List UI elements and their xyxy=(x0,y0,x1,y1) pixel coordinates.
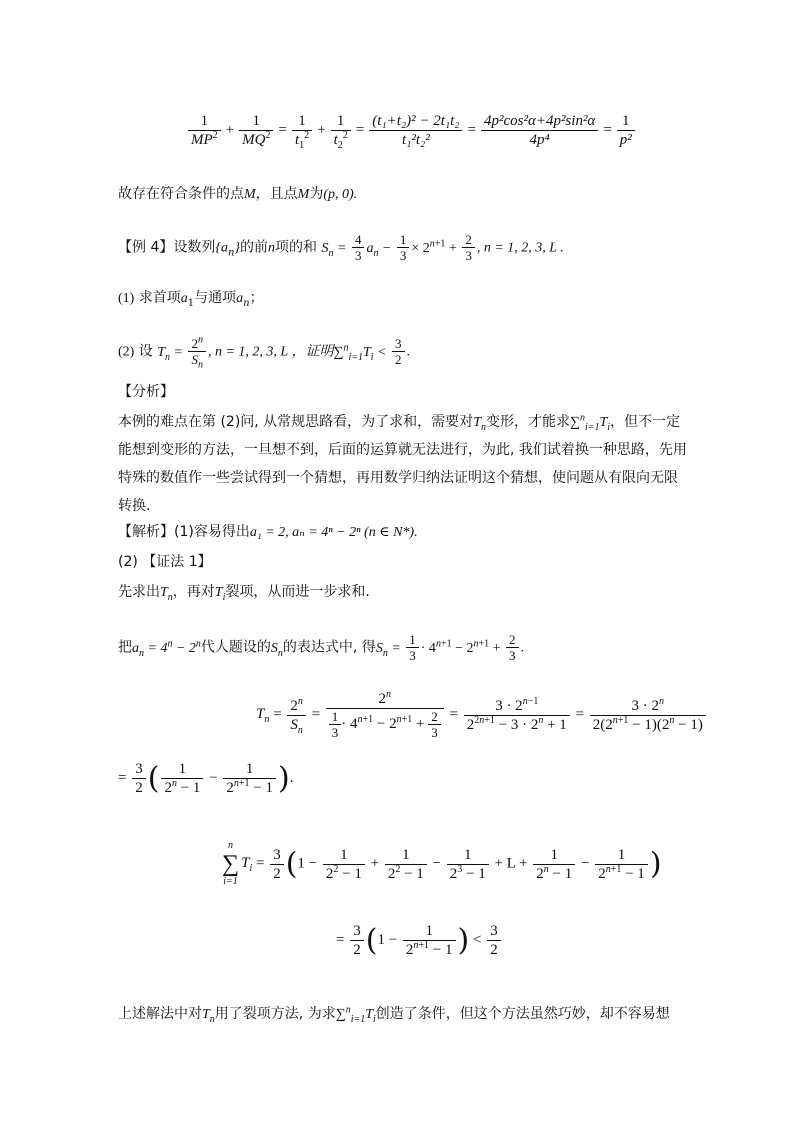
sum-result-formula: = $\frac{3}{2}$ (1 − $\frac{1}{2^{n+1} - 1}$ ) < $\frac{3}{2}$ xyxy=(336,922,503,959)
solution-line: 【解析】(1)容易得出a₁ = 2, aₙ = 4ⁿ − 2ⁿ (n ∈ N*). xyxy=(118,524,418,540)
final-line: 上述解法中对$T_n$用了裂项方法, 为求$\sum^n_{i=1}T_i$创造了条件，但这个方法虽然巧妙，却不容易想 xyxy=(118,1004,670,1025)
question1-line: (1) 求首项$a_1$与通项$a_n$； xyxy=(118,290,264,309)
conclusion-line: 故存在符合条件的点M，且点M为(p, 0). xyxy=(118,186,358,202)
tn-split-formula: = $\frac{3}{2}$ ( $\frac{1}{2^n - 1}$ − $\frac{1}{2^{n+1} - 1}$ ). xyxy=(118,761,294,796)
method1-text: 先求出$T_n$，再对$T_i$裂项，从而进一步求和. xyxy=(118,584,370,603)
top-formula: $\frac{1}{MP^2}$ + $\frac{1}{MQ^2}$ = $\frac{1}{t_1^2}$ + $\frac{1}{t_2^2}$ = $\frac{\text{(t₁+t₂)² − 2t₁t₂}}{\text{t₁²t₂²}}$ = $\frac{\text{4p²cos²α+4p²sin²α}}{\text{4p⁴}}$ = $\frac{1}{\text{p²}}$ xyxy=(186,112,637,149)
analysis-p3: 特殊的数值作一些尝试得到一个猜想，再用数学归纳法证明这个猜想，使问题从有限向无限 xyxy=(118,470,678,486)
analysis-tag: 【分析】 xyxy=(118,384,174,400)
tn-formula: $T_n$ = $\frac{2^n}{S_n}$ = 2$^n$ $\frac{1}{3}$ · $4^{n+1} - 2^{n+1}$ + $\frac{2}{3}$ = $\frac{3 \cdot 2^{n-1}}{2^{2n+1} - 3 \cdot 2^n + 1}$ = $\frac{3 \cdot 2^n}{2(2^{n+1} - 1)(2^n - 1)}$ xyxy=(256,690,708,740)
substitution-line: 把$a_n = 4^n - 2^n$代人题设的$S_n$的表达式中, 得$S_n$ = $\frac{1}{3}$ · $4^{n+1} - 2^{n+1}$ + $\frac{2}{3}$ . xyxy=(118,632,525,663)
analysis-p1: 本例的难点在第 (2)问, 从常规思路看，为了求和，需要对$T_n$变形，才能求$\sum^n_{i=1}T_i$，但不一定 xyxy=(118,412,681,433)
example4-line: 【例 4】设数列$\{a_n\}$的前n项的和 $S_n$ = $\frac{4}{3}$ $a_n$ − $\frac{1}{3}$ × $2^{n+1}$ + $\frac{2}{3}$ , n = 1, 2, 3, L . xyxy=(118,232,564,263)
analysis-p2: 能想到变形的方法，一旦想不到，后面的运算就无法进行，为此, 我们试着换一种思路，先用 xyxy=(118,442,687,458)
method1-label: (2) 【证法 1】 xyxy=(118,554,212,570)
analysis-p4: 转换. xyxy=(118,498,151,514)
question2-line: (2) 设 $T_n$ = $\frac{2^n}{S_n}$ , n = 1, 2, 3, L ，证明$\sum^n_{i=1}T_i$ < $\frac{3}{2}$ . xyxy=(118,334,411,371)
sum-formula: n ∑ i=1 $T_i$ = $\frac{3}{2}$ (1 − $\frac{1}{2^2 - 1}$ + $\frac{1}{2^2 - 1}$ − $\frac{1}{2^3 - 1}$ + L + $\frac{1}{2^n - 1}$ − $\frac{1}{2^{n+1} - 1}$ ) xyxy=(222,840,662,887)
